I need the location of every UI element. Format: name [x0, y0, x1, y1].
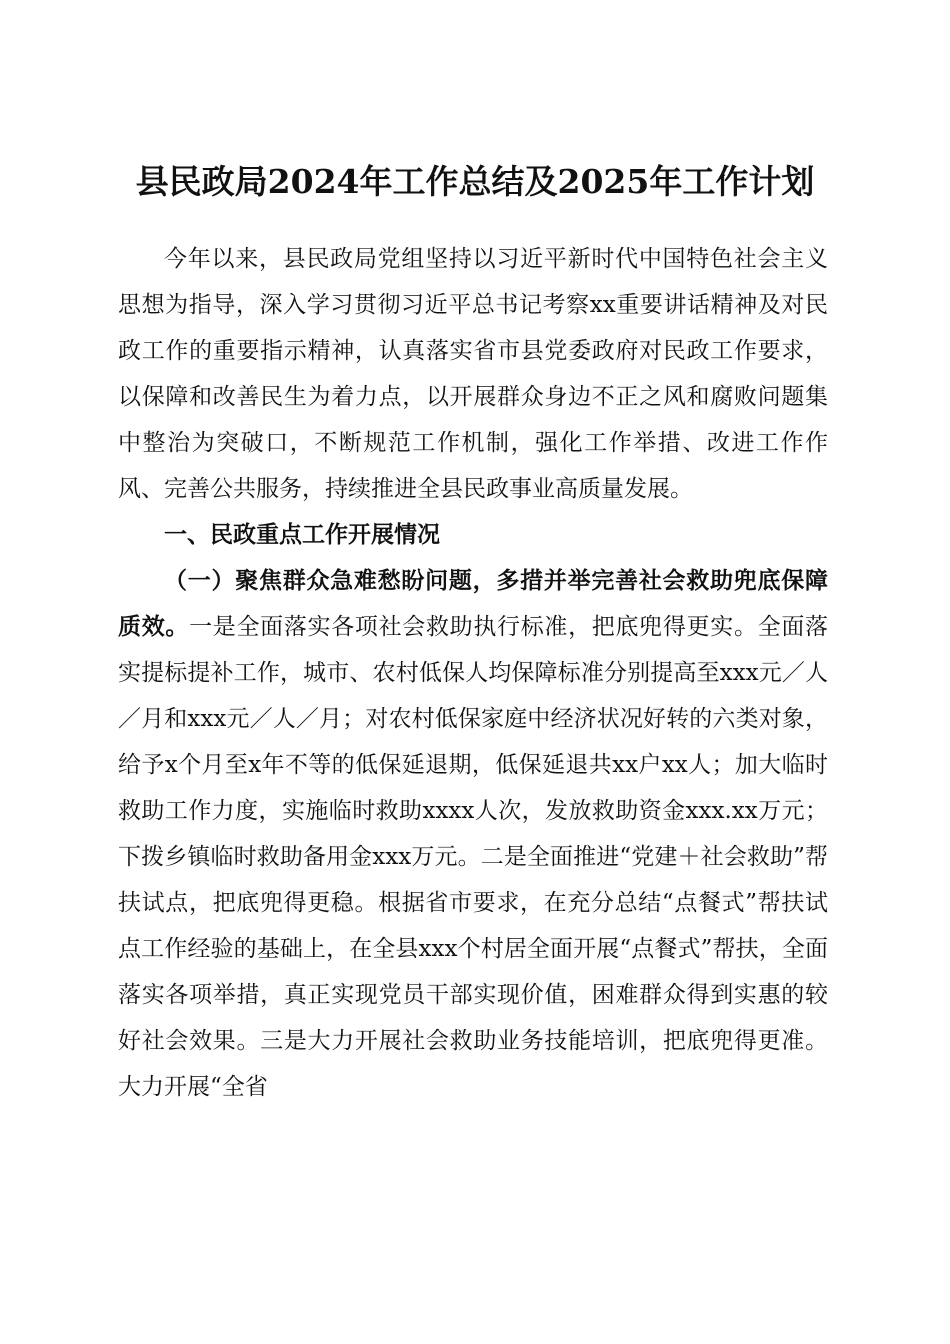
subsection-body: 一是全面落实各项社会救助执行标准，把底兜得更实。全面落实提标提补工作，城市、农村低保人均保障标准分别提高至xxx元／人／月和xxx元／人／月；对农村低保家庭中经济状况好转的六类对象，给予x个月至x年不等的低保延退期，低保延退共xx户xx人；加大临时救助工作力度，实施临时救助xxxx人次，发放救助资金xxx.xx万元；下拨乡镇临时救助备用金xxx万元。二是全面推进“党建＋社会救助”帮扶试点，把底兜得更稳。根据省市要求，在充分总结“点餐式”帮扶试点工作经验的基础上，在全县xxx个村居全面开展“点餐式”帮扶，全面落实各项举措，真正实现党员干部实现价值，困难群众得到实惠的较好社会效果。三是大力开展社会救助业务技能培训，把底兜得更准。大力开展“全省 [118, 614, 829, 1100]
section-heading: 一、民政重点工作开展情况 [164, 522, 440, 548]
subsection-paragraph [118, 558, 828, 1110]
intro-paragraph: 今年以来，县民政局党组坚持以习近平新时代中国特色社会主义思想为指导，深入学习贯彻习近平总书记考察xx重要讲话精神及对民政工作的重要指示精神，认真落实省市县党委政府对民政工作要求，以保障和改善民生为着力点，以开展群众身边不正之风和腐败问题集中整治为突破口，不断规范工作机制，强化工作举措、改进工作作风、完善公共服务，持续推进全县民政事业高质量发展。 [118, 246, 828, 502]
document-title: 县民政局2024年工作总结及2025年工作计划 [135, 162, 815, 202]
document-body [118, 236, 828, 1110]
subsection-heading: （一）聚焦群众急难愁盼问题，多措并举完善社会救助兜底保障质效。 [118, 568, 828, 640]
